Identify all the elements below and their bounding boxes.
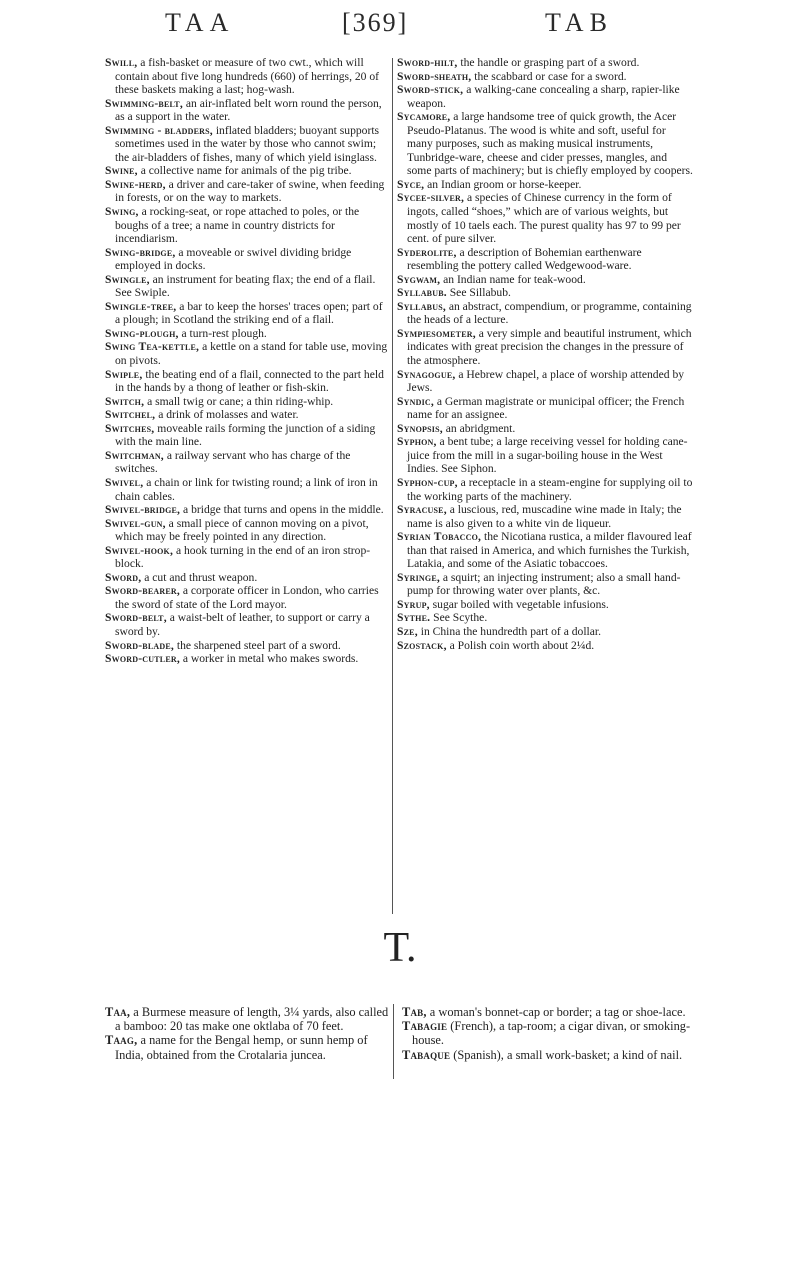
entry-definition: (Spanish), a small work-basket; a kind of nail. [453, 1047, 683, 1062]
left-column [105, 56, 390, 666]
dictionary-entry [105, 300, 390, 327]
entry-headword: Sycamore, [397, 110, 451, 124]
dictionary-entry [105, 97, 390, 124]
entry-headword: Syrup, [397, 597, 430, 611]
entry-definition: a name for the Bengal hemp, or sunn hemp of India, obtained from the Crotalaria juncea. [115, 1033, 368, 1062]
entry-definition: a chain or link for twisting round; a link of iron in chain cables. [115, 475, 378, 503]
dictionary-entry [105, 164, 390, 178]
entry-headword: Swing Tea-kettle, [105, 340, 200, 354]
entry-headword: Sygwam, [397, 272, 441, 286]
entry-headword: Syllabus, [397, 299, 446, 313]
entry-definition: a luscious, red, muscadine wine made in Italy; the name is also given to a white vin de liqueur. [407, 503, 682, 530]
entry-definition: an air-inflated belt worn round the person, as a support in the water. [115, 96, 382, 124]
entry-headword: Switches, [105, 421, 155, 435]
dictionary-entry [397, 300, 693, 327]
entry-headword: Swivel, [105, 475, 144, 489]
dictionary-entry [397, 530, 693, 571]
entry-headword: Swine, [105, 164, 138, 178]
entry-definition: the sharpened steel part of a sword. [176, 638, 341, 652]
entry-definition: a Burmese measure of length, 3¼ yards, also called a bamboo: 20 tas make one oktlaba of 70 feet. [115, 1005, 389, 1034]
dictionary-entry [397, 83, 693, 110]
entry-definition: inflated bladders; buoyant supports sometimes used in the water by those who cannot swim; the air-bladders of fishes, many of which yield isinglass. [115, 123, 380, 164]
entry-definition: a fish-basket or measure of two cwt., which will contain about five long hundreds (660) of herrings, 20 of these baskets making a last; hog-wash. [115, 56, 380, 97]
entry-headword: Tabaque [402, 1047, 451, 1062]
running-head [0, 8, 800, 44]
dictionary-entry [397, 598, 693, 612]
entry-definition: an Indian groom or horse-keeper. [427, 177, 582, 191]
entry-headword: Sword-cutler, [105, 652, 180, 666]
entry-definition: a description of Bohemian earthenware resembling the pottery called Wedgewood-ware. [407, 245, 642, 273]
dictionary-entry [397, 246, 693, 273]
entry-definition: a waist-belt of leather, to support or carry a sword by. [115, 611, 370, 638]
entry-definition: a walking-cane concealing a sharp, rapier-like weapon. [407, 83, 680, 110]
entry-definition: a turn-rest plough. [181, 326, 267, 340]
entry-headword: Swing-plough, [105, 326, 179, 340]
dictionary-entry [397, 191, 693, 245]
dictionary-entry [397, 503, 693, 530]
dictionary-entry [105, 178, 390, 205]
entry-definition: a woman's bonnet-cap or border; a tag or shoe-lace. [429, 1005, 686, 1019]
entry-headword: Syracuse, [397, 503, 447, 517]
entry-headword: Sycee-silver, [397, 191, 465, 205]
dictionary-entry [105, 395, 390, 409]
entry-headword: Taa, [105, 1005, 131, 1019]
dictionary-entry [105, 124, 390, 165]
entry-headword: Swing-bridge, [105, 245, 176, 259]
dictionary-entry [397, 327, 693, 368]
entry-definition: an abridgment. [445, 421, 516, 435]
entry-definition: an abstract, compendium, or programme, containing the heads of a lecture. [407, 299, 692, 327]
entry-definition: a bridge that turns and opens in the middle. [183, 503, 384, 517]
entry-headword: Synopsis, [397, 421, 443, 435]
entry-definition: a drink of molasses and water. [158, 408, 299, 422]
entry-definition: a Hebrew chapel, a place of worship attended by Jews. [407, 367, 685, 395]
entry-headword: Sword-blade, [105, 638, 174, 652]
entry-headword: Syphon-cup, [397, 475, 458, 489]
dictionary-entry [105, 611, 390, 638]
entry-headword: Syringe, [397, 570, 440, 584]
entry-definition: a receptacle in a steam-engine for supplying oil to the working parts of the machinery. [407, 475, 693, 503]
entry-definition: the scabbard or case for a sword. [474, 69, 627, 83]
running-head-left: TAA [165, 8, 235, 37]
entry-headword: Swingle-tree, [105, 299, 177, 313]
entry-headword: Sword-hilt, [397, 56, 458, 69]
entry-headword: Sze, [397, 624, 418, 638]
entry-definition: a species of Chinese currency in the form of ingots, called “shoes,” which are of various weights, but mostly of 10 taels each. The purest quality has 97 to 99 per cent. of pure silver. [407, 191, 681, 246]
section-letter: T. [383, 925, 417, 971]
entry-headword: Swimming-belt, [105, 96, 183, 110]
right-column [397, 56, 693, 652]
entry-headword: Szostack, [397, 638, 447, 652]
entry-definition: a cut and thrust weapon. [144, 570, 258, 584]
entry-definition: See Scythe. [433, 611, 488, 625]
dictionary-entry [397, 110, 693, 178]
dictionary-entry [397, 435, 693, 476]
dictionary-entry [105, 422, 390, 449]
entry-headword: Tabagie [402, 1019, 448, 1034]
entry-definition: a moveable or swivel dividing bridge employed in docks. [115, 245, 352, 273]
dictionary-entry [105, 476, 390, 503]
entry-definition: sugar boiled with vegetable infusions. [432, 597, 609, 611]
entry-definition: a corporate officer in London, who carries the sword of state of the Lord mayor. [115, 584, 379, 611]
dictionary-entry [397, 611, 693, 625]
entry-definition: a squirt; an injecting instrument; also a small hand-pump for throwing water over plants, &c. [407, 570, 681, 598]
entry-headword: Sword, [105, 570, 142, 584]
entry-headword: Switchel, [105, 408, 156, 422]
entry-headword: Sympiesometer, [397, 326, 476, 340]
entry-headword: Sword-belt, [105, 611, 167, 625]
entry-definition: the beating end of a flail, connected to the part held in the hands by a thong of leather or fish-skin. [115, 367, 384, 395]
dictionary-entry [105, 571, 390, 585]
entry-headword: Tab, [402, 1005, 427, 1019]
dictionary-entry [105, 503, 390, 517]
entry-headword: Swill, [105, 56, 138, 69]
dictionary-entry [105, 1033, 390, 1061]
dictionary-entry [397, 476, 693, 503]
entry-definition: moveable rails forming the junction of a siding with the main line. [115, 421, 376, 449]
entry-headword: Syrian Tobacco, [397, 530, 482, 544]
entry-headword: Sword-stick, [397, 83, 464, 97]
entry-headword: Syce, [397, 177, 425, 191]
entry-definition: See Sillabub. [449, 286, 511, 300]
entry-definition: a bar to keep the horses' traces open; part of a plough; in Scotland the striking end of a flail. [115, 299, 383, 327]
dictionary-entry [105, 584, 390, 611]
entry-headword: Sythe. [397, 611, 431, 625]
dictionary-entry [397, 286, 693, 300]
dictionary-entry [397, 178, 693, 192]
dictionary-entry [397, 70, 693, 84]
dictionary-entry [397, 571, 693, 598]
column-divider [392, 58, 393, 914]
dictionary-entry [105, 652, 390, 666]
entry-definition: a small twig or cane; a thin riding-whip. [147, 394, 334, 408]
dictionary-entry [402, 1005, 698, 1019]
entry-headword: Taag, [105, 1033, 138, 1048]
dictionary-entry [397, 273, 693, 287]
entry-definition: in China the hundredth part of a dollar. [420, 624, 602, 638]
t-column-divider [393, 1004, 394, 1079]
entry-definition: a small piece of cannon moving on a pivot, which may be freely pointed in any direction. [115, 516, 369, 544]
dictionary-entry [105, 408, 390, 422]
entry-headword: Swimming - bladders, [105, 123, 213, 137]
entry-headword: Swing, [105, 205, 139, 219]
dictionary-entry [105, 544, 390, 571]
dictionary-entry [105, 273, 390, 300]
dictionary-entry [105, 449, 390, 476]
page-number: [369] [342, 8, 409, 37]
dictionary-entry [105, 517, 390, 544]
dictionary-entry [402, 1048, 698, 1062]
dictionary-entry [397, 395, 693, 422]
dictionary-entry [105, 368, 390, 395]
t-right-column [402, 1005, 698, 1062]
t-left-column [105, 1005, 390, 1062]
dictionary-entry [105, 639, 390, 653]
entry-headword: Swiple, [105, 367, 143, 381]
entry-definition: a worker in metal who makes swords. [182, 652, 359, 666]
entry-definition: a collective name for animals of the pig tribe. [140, 164, 352, 178]
entry-headword: Sword-bearer, [105, 584, 180, 598]
entry-headword: Swivel-hook, [105, 543, 174, 557]
entry-definition: a Polish coin worth about 2¼d. [449, 638, 595, 652]
entry-headword: Swivel-bridge, [105, 503, 181, 517]
entry-definition: an instrument for beating flax; the end of a flail. See Swiple. [115, 272, 376, 300]
entry-definition: a large handsome tree of quick growth, the Acer Pseudo-Platanus. The wood is white and soft, useful for many purposes, such as making musical instruments, Tunbridge-ware, cheese and cider presses, mangles, and some parts of machinery; but is chiefly employed by coopers. [407, 110, 693, 178]
dictionary-entry [397, 625, 693, 639]
entry-definition: a German magistrate or municipal officer; the French name for an assignee. [407, 394, 685, 422]
entry-headword: Syllabub. [397, 286, 447, 300]
dictionary-entry [105, 340, 390, 367]
dictionary-entry [105, 1005, 390, 1033]
entry-definition: a driver and care-taker of swine, when feeding in forests, or on the way to markets. [115, 177, 385, 205]
entry-definition: a rocking-seat, or rope attached to poles, or the boughs of a tree; a name in country districts for incendiarism. [115, 205, 360, 246]
entry-headword: Swivel-gun, [105, 516, 166, 530]
entry-definition: a railway servant who has charge of the switches. [115, 448, 351, 476]
entry-headword: Synagogue, [397, 367, 456, 381]
entry-headword: Syderolite, [397, 245, 457, 259]
dictionary-entry [397, 368, 693, 395]
entry-headword: Swingle, [105, 272, 150, 286]
dictionary-entry [105, 56, 390, 97]
entry-headword: Swine-herd, [105, 177, 166, 191]
running-head-right: TAB [545, 8, 613, 37]
dictionary-entry [105, 205, 390, 246]
dictionary-entry [105, 327, 390, 341]
entry-headword: Sword-sheath, [397, 69, 472, 83]
entry-definition: the Nicotiana rustica, a milder flavoured leaf than that raised in America, and which furnishes the Turkish, Latakia, and some of the Asiatic tobaccoes. [407, 530, 692, 571]
entry-definition: the handle or grasping part of a sword. [460, 56, 640, 69]
entry-definition: an Indian name for teak-wood. [443, 272, 586, 286]
entry-headword: Syphon, [397, 435, 437, 449]
dictionary-entry [402, 1019, 698, 1047]
entry-definition: (French), a tap-room; a cigar divan, or smoking-house. [412, 1019, 691, 1048]
entry-definition: a very simple and beautiful instrument, which indicates with great precision the changes in the pressure of the atmosphere. [407, 326, 692, 368]
dictionary-entry [397, 639, 693, 653]
entry-definition: a hook turning in the end of an iron strop-block. [115, 543, 371, 571]
entry-definition: a bent tube; a large receiving vessel for holding cane-juice from the mill in a sugar-boiling house in the West Indies. See Siphon. [407, 435, 688, 476]
entry-definition: a kettle on a stand for table use, moving on pivots. [115, 340, 388, 368]
entry-headword: Syndic, [397, 394, 434, 408]
dictionary-entry [105, 246, 390, 273]
entry-headword: Switch, [105, 394, 145, 408]
dictionary-entry [397, 56, 693, 70]
entry-headword: Switchman, [105, 448, 164, 462]
dictionary-entry [397, 422, 693, 436]
